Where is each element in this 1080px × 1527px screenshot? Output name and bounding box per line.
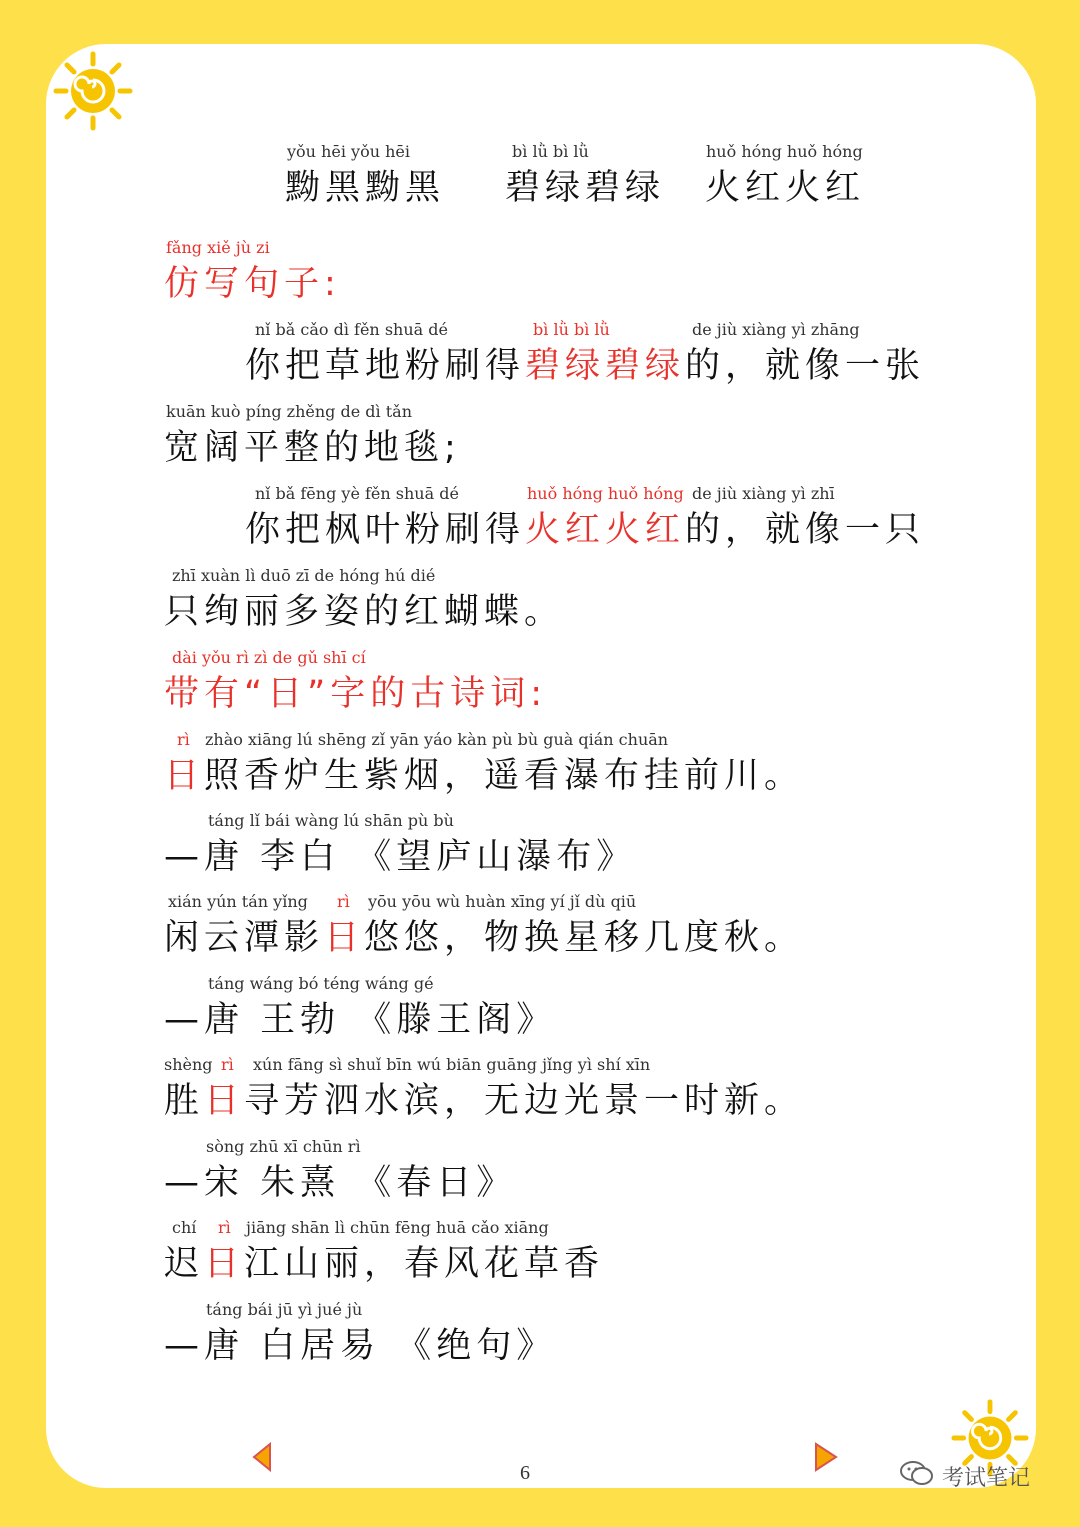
word-hanzi: 碧绿碧绿 <box>505 168 666 208</box>
sentence-line: 你把草地粉刷得碧绿碧绿的，就像一张 <box>245 346 926 386</box>
poem-pinyin-highlight: rì <box>337 892 350 911</box>
poem-pinyin: jiāng shān lì chūn fēng huā cǎo xiāng <box>246 1218 549 1237</box>
sentence-pinyin: de jiù xiàng yì zhī <box>692 484 835 503</box>
highlight-word: 碧绿碧绿 <box>525 346 686 386</box>
sentence-pinyin: de jiù xiàng yì zhāng <box>692 320 860 339</box>
section-title: 仿写句子: <box>164 264 341 304</box>
section-title-pinyin: fǎng xiě jù zi <box>166 238 270 257</box>
poem-author-pinyin: táng bái jū yì jué jù <box>206 1300 363 1319</box>
sentence-pinyin: kuān kuò píng zhěng de dì tǎn <box>166 402 412 421</box>
sentence-pinyin: zhī xuàn lì duō zī de hóng hú dié <box>172 566 436 585</box>
arrow-left-icon[interactable] <box>252 1442 272 1472</box>
poem-author: —宋 朱熹 《春日》 <box>164 1163 517 1203</box>
poem-author-pinyin: táng wáng bó téng wáng gé <box>208 974 434 993</box>
sentence-pinyin-highlight: bì lǜ bì lǜ <box>533 320 610 339</box>
poem-author-pinyin: táng lǐ bái wàng lú shān pù bù <box>208 811 454 830</box>
sentence-pinyin: nǐ bǎ fēng yè fěn shuā dé <box>255 484 459 503</box>
poem-line: 迟日江山丽，春风花草香 <box>164 1244 605 1284</box>
poem-pinyin: yōu yōu wù huàn xīng yí jǐ dù qiū <box>368 892 637 911</box>
sentence-pinyin: nǐ bǎ cǎo dì fěn shuā dé <box>255 320 448 339</box>
poem-pinyin: xún fāng sì shuǐ bīn wú biān guāng jǐng yì shí xīn <box>253 1055 651 1074</box>
poem-pinyin: shèng <box>164 1055 213 1074</box>
word-hanzi: 火红火红 <box>705 168 866 208</box>
highlight-char: 日 <box>164 756 205 796</box>
highlight-char: 日 <box>204 1244 245 1284</box>
word-pinyin: bì lǜ bì lǜ <box>512 142 589 161</box>
section-title-pinyin: dài yǒu rì zì de gǔ shī cí <box>172 648 366 667</box>
watermark <box>900 1460 1030 1492</box>
sentence-line: 你把枫叶粉刷得火红火红的，就像一只 <box>245 510 926 550</box>
poem-line: 闲云潭影日悠悠，物换星移几度秋。 <box>164 918 805 958</box>
poem-pinyin-highlight: rì <box>221 1055 234 1074</box>
section-title: 带有“日”字的古诗词: <box>164 674 548 714</box>
highlight-char: 日 <box>324 918 365 958</box>
page-number: 6 <box>520 1462 530 1484</box>
poem-pinyin: zhào xiāng lú shēng zǐ yān yáo kàn pù bù guà qián chuān <box>205 730 669 749</box>
sentence-pinyin-highlight: huǒ hóng huǒ hóng <box>527 484 684 503</box>
poem-author: —唐 李白 《望庐山瀑布》 <box>164 837 637 877</box>
footer-band <box>272 1416 808 1488</box>
highlight-char: 日 <box>204 1081 245 1121</box>
poem-pinyin: chí <box>172 1218 197 1237</box>
word-pinyin: yǒu hēi yǒu hēi <box>287 142 410 161</box>
watermark-text: 考试笔记 <box>942 1465 1031 1491</box>
arrow-right-icon[interactable] <box>814 1442 834 1472</box>
sentence-line: 只绚丽多姿的红蝴蝶。 <box>164 592 565 632</box>
wechat-icon <box>900 1460 934 1492</box>
sentence-line: 宽阔平整的地毯; <box>164 428 461 468</box>
poem-author: —唐 白居易 《绝句》 <box>164 1326 557 1366</box>
poem-pinyin: xián yún tán yǐng <box>168 892 308 911</box>
word-hanzi: 黝黑黝黑 <box>285 168 446 208</box>
sun-icon <box>52 50 134 132</box>
word-pinyin: huǒ hóng huǒ hóng <box>706 142 863 161</box>
highlight-word: 火红火红 <box>525 510 686 550</box>
poem-author-pinyin: sòng zhū xī chūn rì <box>206 1137 361 1156</box>
poem-pinyin-highlight: rì <box>177 730 190 749</box>
poem-pinyin-highlight: rì <box>218 1218 231 1237</box>
poem-author: —唐 王勃 《滕王阁》 <box>164 1000 557 1040</box>
poem-line: 胜日寻芳泗水滨，无边光景一时新。 <box>164 1081 805 1121</box>
poem-line: 日照香炉生紫烟，遥看瀑布挂前川。 <box>164 756 805 796</box>
